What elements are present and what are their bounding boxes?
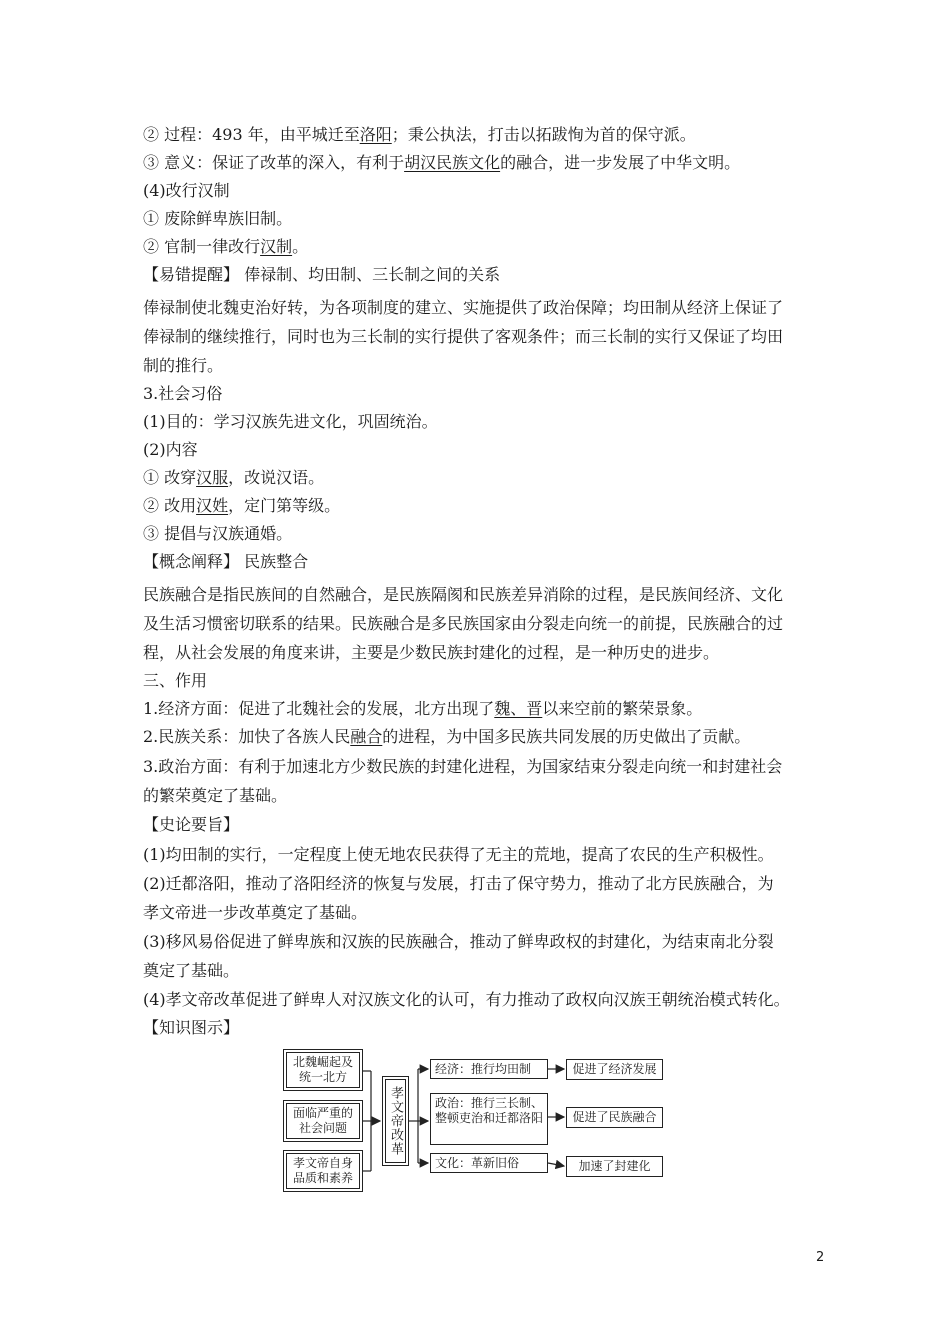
branch-box-economy: 经济：推行均田制 xyxy=(430,1059,548,1079)
text-line: 奠定了基础。 xyxy=(143,961,240,980)
result-box-feudalization: 加速了封建化 xyxy=(566,1156,663,1177)
section-heading: 三、作用 xyxy=(143,671,208,690)
text-line: ① 废除鲜卑族旧制。 xyxy=(143,209,293,228)
text-line: 的繁荣奠定了基础。 xyxy=(143,786,288,805)
text-line: ② 改用汉姓，定门第等级。 xyxy=(143,496,341,515)
result-box-fusion: 促进了民族融合 xyxy=(566,1107,663,1128)
section-heading: 【知识图示】 xyxy=(143,1018,240,1037)
cause-box-rise: 北魏崛起及统一北方 xyxy=(283,1049,363,1091)
section-heading: 【易错提醒】 俸禄制、均田制、三长制之间的关系 xyxy=(143,265,501,284)
text-line: 3.政治方面：有利于加速北方少数民族的封建化进程，为国家结束分裂走向统一和封建社会 xyxy=(143,757,783,776)
text-line: ② 官制一律改行汉制。 xyxy=(143,237,309,256)
text-line: (4)改行汉制 xyxy=(143,181,230,200)
text-line: 2.民族关系：加快了各族人民融合的进程，为中国多民族共同发展的历史做出了贡献。 xyxy=(143,727,751,746)
text-line: 制的推行。 xyxy=(143,356,224,375)
result-box-economy: 促进了经济发展 xyxy=(566,1059,663,1080)
text-line: ③ 提倡与汉族通婚。 xyxy=(143,524,293,543)
branch-box-politics: 政治：推行三长制、整顿吏治和迁都洛阳 xyxy=(430,1093,548,1145)
text-line: (3)移风易俗促进了鲜卑族和汉族的民族融合，推动了鲜卑政权的封建化，为结束南北分裂 xyxy=(143,932,774,951)
center-box-reform: 孝文帝改革 xyxy=(382,1076,409,1166)
cause-box-qualities: 孝文帝自身品质和素养 xyxy=(283,1150,363,1192)
branch-box-culture: 文化：革新旧俗 xyxy=(430,1153,548,1173)
text-line: (1)均田制的实行，一定程度上使无地农民获得了无主的荒地，提高了农民的生产积极性。 xyxy=(143,845,774,864)
text-line: 孝文帝进一步改革奠定了基础。 xyxy=(143,903,368,922)
section-heading: 【概念阐释】 民族整合 xyxy=(143,552,309,571)
text-line: 俸禄制使北魏吏治好转，为各项制度的建立、实施提供了政治保障；均田制从经济上保证了 xyxy=(143,298,784,317)
section-heading: 【史论要旨】 xyxy=(143,815,240,834)
text-line: 1.经济方面：促进了北魏社会的发展，北方出现了魏、晋以来空前的繁荣景象。 xyxy=(143,699,703,718)
text-line: ② 过程：493 年，由平城迁至洛阳；秉公执法，打击以拓跋恂为首的保守派。 xyxy=(143,125,696,144)
text-line: (2)迁都洛阳，推动了洛阳经济的恢复与发展，打击了保守势力，推动了北方民族融合，为 xyxy=(143,874,774,893)
text-line: 3.社会习俗 xyxy=(143,384,223,403)
text-line: (4)孝文帝改革促进了鲜卑人对汉族文化的认可，有力推动了政权向汉族王朝统治模式转化。 xyxy=(143,990,790,1009)
text-line: (2)内容 xyxy=(143,440,198,459)
text-line: ③ 意义：保证了改革的深入，有利于胡汉民族文化的融合，进一步发展了中华文明。 xyxy=(143,153,741,172)
text-line: 民族融合是指民族间的自然融合，是民族隔阂和民族差异消除的过程，是民族间经济、文化 xyxy=(143,585,784,604)
cause-box-problems: 面临严重的社会问题 xyxy=(283,1100,363,1142)
text-line: 程，从社会发展的角度来讲，主要是少数民族封建化的过程，是一种历史的进步。 xyxy=(143,643,720,662)
page-number: 2 xyxy=(816,1250,825,1265)
knowledge-diagram xyxy=(283,1049,673,1194)
text-line: 俸禄制的继续推行，同时也为三长制的实行提供了客观条件；而三长制的实行又保证了均田 xyxy=(143,327,784,346)
text-line: 及生活习惯密切联系的结果。民族融合是多民族国家由分裂走向统一的前提，民族融合的过 xyxy=(143,614,784,633)
text-line: (1)目的：学习汉族先进文化，巩固统治。 xyxy=(143,412,438,431)
text-line: ① 改穿汉服，改说汉语。 xyxy=(143,468,325,487)
